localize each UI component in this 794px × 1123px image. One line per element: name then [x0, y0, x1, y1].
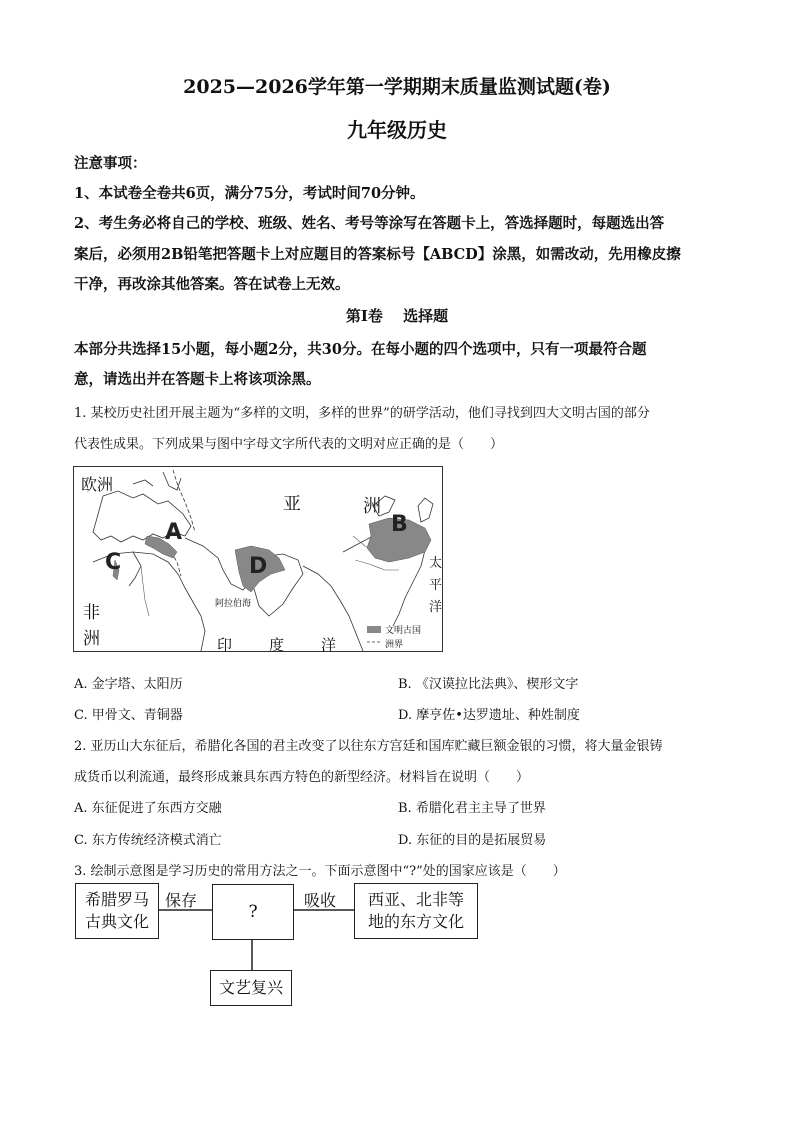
q2-option-b[interactable]: B. 希腊化君主主导了世界 [398, 801, 546, 816]
map-letter-c: C [105, 550, 122, 575]
notes-item-2-line-1: 2、考生务必将自己的学校、班级、姓名、考号等涂写在答题卡上，答选择题时，每题选出答 [74, 215, 665, 232]
q3-edge-label-preserve: 保存 [165, 891, 198, 910]
exam-subtitle: 九年级历史 [347, 118, 447, 142]
map-label-asia-1: 亚 [283, 494, 301, 515]
map-label-pacific-3: 洋 [429, 600, 443, 615]
section-intro-line-2: 意，请选出并在答题卡上将该项涂黑。 [74, 371, 321, 388]
notes-item-1: 1、本试卷全卷共6页，满分75分，考试时间70分钟。 [74, 185, 425, 202]
q3-box-eastern-culture [354, 883, 478, 939]
q3-box-classical-culture-line-1: 希腊罗马 [84, 890, 149, 909]
map-label-pacific-2: 平 [429, 578, 443, 593]
map-legend-border-label: 洲界 [385, 640, 404, 650]
q2-stem-line-1: 2. 亚历山大东征后，希腊化各国的君主改变了以往东方宫廷和国库贮藏巨额金银的习惯，将大量金银铸 [74, 739, 663, 754]
map-label-arabia: 阿拉伯海 [215, 599, 252, 609]
q2-option-d[interactable]: D. 东征的目的是拓展贸易 [398, 833, 547, 848]
q2-option-a[interactable]: A. 东征促进了东西方交融 [74, 801, 222, 816]
q1-option-d[interactable]: D. 摩亨佐•达罗遗址、种姓制度 [398, 708, 580, 723]
map-label-ocean-2: 度 [269, 636, 285, 654]
q3-box-eastern-culture-line-1: 西亚、北非等 [367, 890, 464, 909]
q3-box-renaissance: 文艺复兴 [210, 970, 292, 1006]
q1-option-b[interactable]: B. 《汉谟拉比法典》、楔形文字 [398, 677, 579, 692]
q3-box-classical-culture-line-2: 古典文化 [84, 912, 149, 931]
q3-stem-line-1: 3. 绘制示意图是学习历史的常用方法之一。下面示意图中“?”处的国家应该是（ ） [74, 864, 566, 879]
map-label-europe: 欧洲 [81, 475, 114, 494]
notes-item-2-line-3: 干净，再改涂其他答案。答在试卷上无效。 [74, 276, 350, 293]
q3-edge-label-absorb: 吸收 [304, 891, 337, 910]
notes-item-2-line-2: 案后，必须用2B铅笔把答题卡上对应题目的答案标号【ABCD】涂黑，如需改动，先用橡皮擦 [74, 246, 681, 263]
q1-option-c[interactable]: C. 甲骨文、青铜器 [74, 708, 183, 723]
q2-stem-line-2: 成货币以利流通，最终形成兼具东西方特色的新型经济。材料旨在说明（ ） [74, 770, 530, 785]
map-label-africa-2: 洲 [83, 629, 100, 649]
q3-box-unknown-country: ? [212, 884, 294, 940]
map-label-africa-1: 非 [83, 603, 100, 623]
map-letter-a: A [165, 520, 183, 545]
q1-stem-line-1: 1. 某校历史社团开展主题为“多样的文明，多样的世界”的研学活动，他们寻找到四大文明古国的部分 [74, 406, 650, 421]
q1-option-a[interactable]: A. 金字塔、太阳历 [74, 677, 183, 692]
map-label-ocean-3: 洋 [321, 636, 337, 654]
map-legend-civ-label: 文明古国 [385, 626, 422, 636]
map-label-pacific-1: 太 [429, 556, 443, 571]
map-label-asia-2: 洲 [363, 496, 381, 517]
legend-civ-swatch [367, 626, 381, 633]
notes-heading: 注意事项： [74, 155, 147, 172]
q3-box-eastern-culture-line-2: 地的东方文化 [367, 912, 464, 931]
civilization-map [73, 466, 443, 652]
q3-box-classical-culture [75, 883, 159, 939]
q1-stem-line-2: 代表性成果。下列成果与图中字母文字所代表的文明对应正确的是（ ） [74, 437, 504, 452]
q3-diagram [74, 880, 494, 1010]
q2-option-c[interactable]: C. 东方传统经济模式消亡 [74, 833, 222, 848]
map-letter-b: B [391, 512, 408, 537]
map-label-ocean-1: 印 [217, 636, 233, 654]
exam-title: 2025—2026学年第一学期期末质量监测试题(卷) [183, 76, 611, 98]
section-heading: 第Ⅰ卷 选择题 [345, 307, 449, 325]
map-letter-d: D [249, 554, 268, 579]
section-intro-line-1: 本部分共选择15小题，每小题2分，共30分。在每小题的四个选项中，只有一项最符合题 [74, 341, 647, 358]
